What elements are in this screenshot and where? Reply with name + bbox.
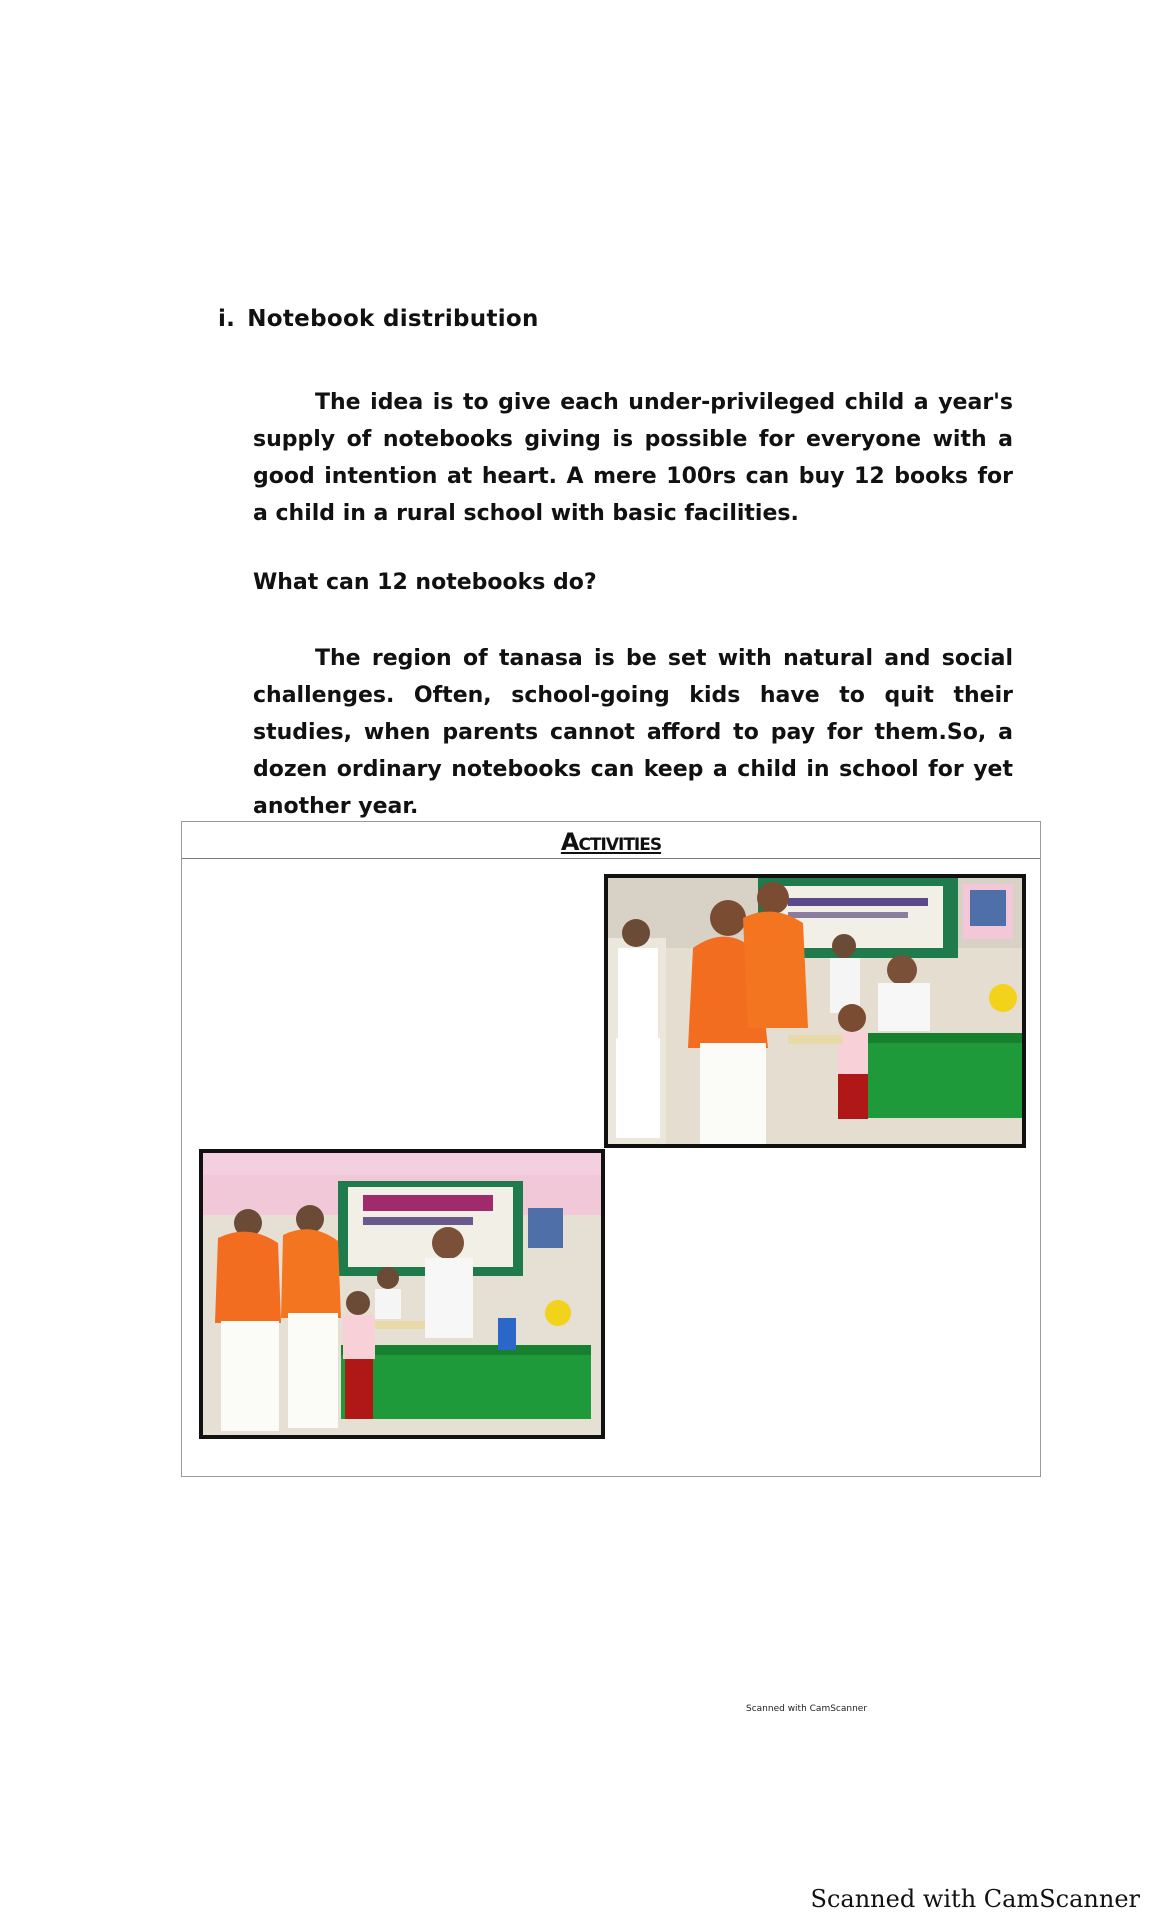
photo-2-illustration — [203, 1153, 601, 1435]
section-title: Notebook distribution — [247, 306, 539, 332]
question-subheading: What can 12 notebooks do? — [253, 570, 597, 595]
activities-title: Activities — [560, 828, 662, 856]
section-heading — [218, 306, 539, 332]
scanner-stamp: Scanned with CamScanner — [746, 1704, 868, 1714]
activity-photo-1 — [604, 874, 1026, 1148]
photo-1-illustration — [608, 878, 1022, 1144]
activities-panel — [181, 821, 1041, 1477]
section-number: i. — [218, 306, 236, 332]
activity-photo-2 — [199, 1149, 605, 1439]
activities-header — [182, 822, 1040, 859]
intro-paragraph: The idea is to give each under-privileged child a year's supply of notebooks giving is possible for everyone with a good intention at heart. A mere 100rs can buy 12 books for a child in a rural school with basic facilities. — [253, 390, 1013, 526]
explanation-paragraph: The region of tanasa is be set with natural and social challenges. Often, school-going kids have to quit their studies, when parents cannot afford to pay for them.So, a dozen ordinary notebooks can keep a child in school for yet another year. — [253, 646, 1013, 819]
scanner-watermark: Scanned with CamScanner — [810, 1885, 1140, 1913]
